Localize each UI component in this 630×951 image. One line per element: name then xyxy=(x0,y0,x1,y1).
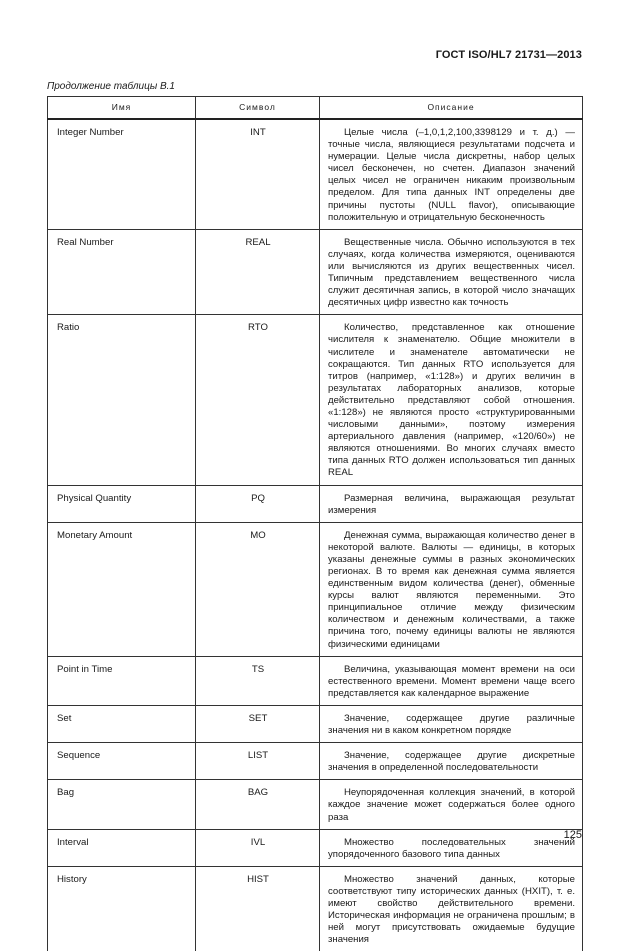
table-header-row xyxy=(48,97,583,120)
table-row xyxy=(48,743,583,780)
table-row xyxy=(48,485,583,522)
data-types-table xyxy=(47,96,583,951)
row-name: Physical Quantity xyxy=(48,485,196,522)
row-name: Bag xyxy=(48,780,196,829)
table-row xyxy=(48,705,583,742)
row-symbol: LIST xyxy=(196,743,320,780)
row-description: Значение, содержащее другие различные значения ни в каком конкретном порядке xyxy=(320,705,583,742)
row-description: Неупорядоченная коллекция значений, в которой каждое значение может содержаться более одного раза xyxy=(320,780,583,829)
table-row xyxy=(48,229,583,315)
row-symbol: PQ xyxy=(196,485,320,522)
row-symbol: INT xyxy=(196,119,320,229)
row-symbol: MO xyxy=(196,522,320,656)
row-name: Integer Number xyxy=(48,119,196,229)
column-header-symbol: Символ xyxy=(196,97,320,120)
row-description: Целые числа (–1,0,1,2,100,3398129 и т. д.) — точные числа, являющиеся результатами подсчета и нумерации. Целые числа дискретны, набор целых чисел бесконечен, но счетен. Диапазон значений целых чисел не ограничен никаким произвольным пределом. Для типа данных INT определены две причины пустоты (NULL flavor), описывающие положительную и отрицательную бесконечность xyxy=(320,119,583,229)
row-description: Количество, представленное как отношение числителя к знаменателю. Общие множители в числителе и знаменателе автоматически не сокращаются. Тип данных RTO используется для титров (например, «1:128») и других величин в результатах лабораторных анализов, которые действительно представляют собой отношения. «1:128») не являются просто «структурированными числовыми данными», поэтому измерения артериального давления (например, «120/60») не являются отношениями. Во многих случаях вместо типа данных RTO должен использоваться тип данных REAL xyxy=(320,315,583,485)
row-symbol: SET xyxy=(196,705,320,742)
document-standard-header: ГОСТ ISO/HL7 21731—2013 xyxy=(435,49,582,61)
row-symbol: HIST xyxy=(196,866,320,951)
table-caption: Продолжение таблицы В.1 xyxy=(47,81,175,92)
row-description: Множество значений данных, которые соответствуют типу исторических данных (HXIT), т. е. имеют свойство действительного времени. Историческая информация не ограничена прошлым; в ней могут присутствовать ожидаемые будущие значения xyxy=(320,866,583,951)
row-name: Set xyxy=(48,705,196,742)
row-description: Значение, содержащее другие дискретные значения в определенной последовательности xyxy=(320,743,583,780)
row-name: Ratio xyxy=(48,315,196,485)
table-row xyxy=(48,315,583,485)
table-row xyxy=(48,656,583,705)
row-symbol: RTO xyxy=(196,315,320,485)
row-description: Денежная сумма, выражающая количество денег в некоторой валюте. Валюты — единицы, в которых указаны денежные суммы в разных экономических регионах. В то время как денежная сумма является единственным видом количества (денег), обменные курсы валют являются переменными. Это принципиальное отличие между физическим количеством и денежным количествами, а также причина того, почему единицы валюты не являются физическими единицами xyxy=(320,522,583,656)
row-name: Real Number xyxy=(48,229,196,315)
row-name: Monetary Amount xyxy=(48,522,196,656)
row-symbol: IVL xyxy=(196,829,320,866)
row-name: Sequence xyxy=(48,743,196,780)
row-name: Point in Time xyxy=(48,656,196,705)
row-name: History xyxy=(48,866,196,951)
table-row xyxy=(48,119,583,229)
table-row xyxy=(48,829,583,866)
column-header-name: Имя xyxy=(48,97,196,120)
table-row xyxy=(48,866,583,951)
row-description: Величина, указывающая момент времени на оси естественного времени. Момент времени чаще всего представляется как календарное выражение xyxy=(320,656,583,705)
page-number: 125 xyxy=(563,829,582,841)
row-symbol: BAG xyxy=(196,780,320,829)
row-description: Размерная величина, выражающая результат измерения xyxy=(320,485,583,522)
row-description: Множество последовательных значений упорядоченного базового типа данных xyxy=(320,829,583,866)
row-description: Вещественные числа. Обычно используются в тех случаях, когда количества измеряются, оцениваются или вычисляются из других вещественных чисел. Типичным представлением вещественного числа служит десятичная запись, в которой число значащих десятичных цифр известно как точность xyxy=(320,229,583,315)
row-name: Interval xyxy=(48,829,196,866)
table-row xyxy=(48,522,583,656)
row-symbol: REAL xyxy=(196,229,320,315)
column-header-description: Описание xyxy=(320,97,583,120)
row-symbol: TS xyxy=(196,656,320,705)
table-row xyxy=(48,780,583,829)
